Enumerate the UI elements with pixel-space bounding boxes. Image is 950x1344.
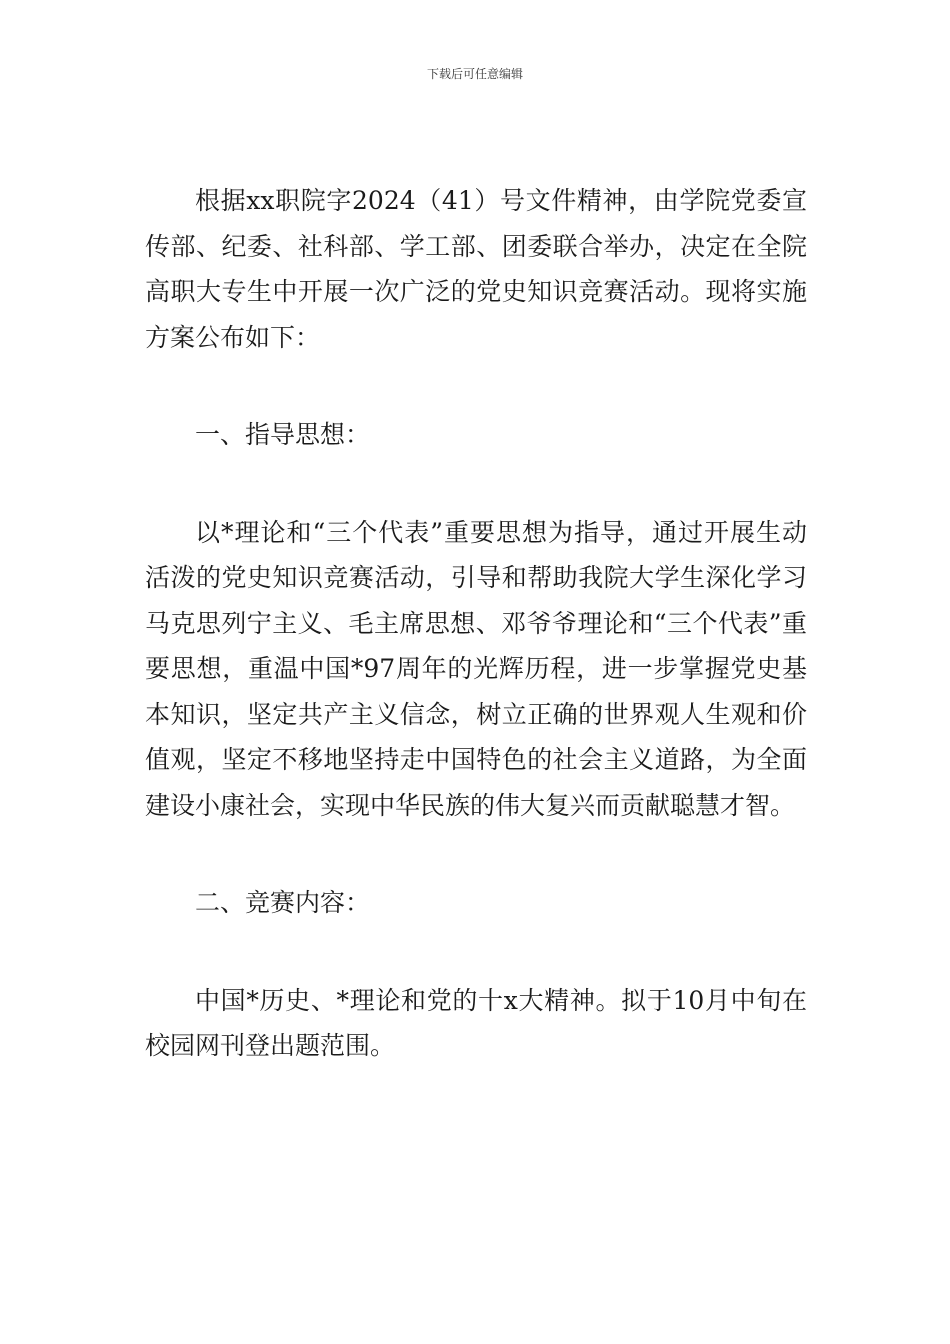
section-2-heading: 二、竞赛内容： <box>195 888 371 917</box>
section-1-paragraph: 以*理论和“三个代表”重要思想为指导，通过开展生动活泼的党史知识竞赛活动，引导和帮助我院大学生深化学习马克思列宁主义、毛主席思想、邓爷爷理论和“三个代表”重要思想，重温中国*97周年的光辉历程，进一步掌握党史基本知识，坚定共产主义信念，树立正确的世界观人生观和价值观，坚定不移地坚持走中国特色的社会主义道路，为全面建设小康社会，实现中华民族的伟大复兴而贡献聪慧才智。 <box>145 517 807 820</box>
document-body <box>145 178 807 1069</box>
paragraph-gap <box>145 458 807 510</box>
section-1-heading: 一、指导思想： <box>195 420 371 449</box>
paragraph-gap <box>145 360 807 412</box>
paragraph-gap <box>145 926 807 978</box>
paragraph-gap <box>145 828 807 880</box>
page-header-note: 下载后可任意编辑 <box>426 67 523 81</box>
intro-paragraph: 根据xx职院字2024（41）号文件精神，由学院党委宣传部、纪委、社科部、学工部、团委联合举办，决定在全院高职大专生中开展一次广泛的党史知识竞赛活动。现将实施方案公布如下： <box>145 186 807 352</box>
section-2-paragraph: 中国*历史、*理论和党的十x大精神。拟于10月中旬在校园网刊登出题范围。 <box>145 985 807 1060</box>
